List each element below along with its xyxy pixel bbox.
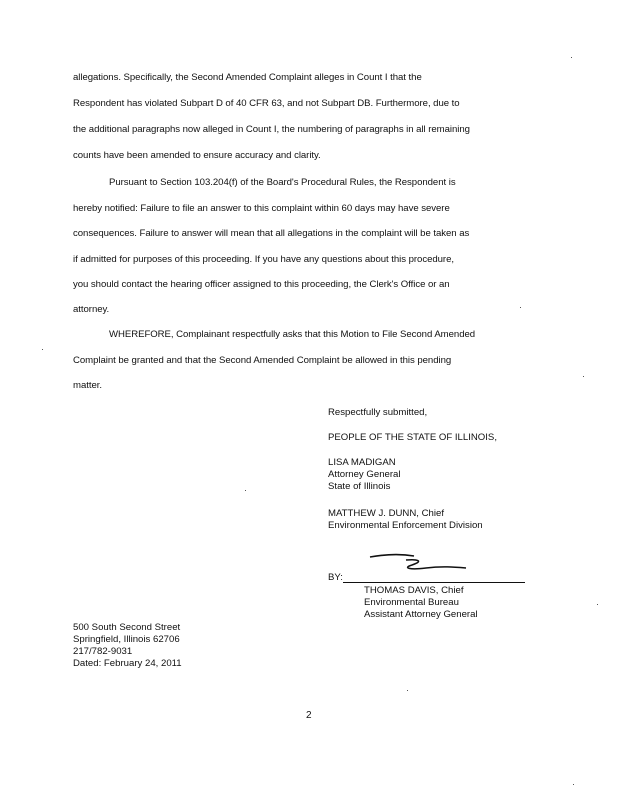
scan-speck [520, 307, 521, 308]
ag-title: Attorney General [328, 469, 401, 480]
scan-speck [573, 784, 574, 785]
body-line: Complaint be granted and that the Second Amended Complaint be allowed in this pending [73, 355, 452, 366]
signer-title: Assistant Attorney General [364, 609, 478, 620]
body-line: allegations. Specifically, the Second Amended Complaint alleges in Count I that the [73, 72, 422, 83]
signer-bureau: Environmental Bureau [364, 597, 459, 608]
body-line: counts have been amended to ensure accuracy and clarity. [73, 150, 321, 161]
body-line: if admitted for purposes of this proceeding. If you have any questions about this procedure, [73, 254, 454, 265]
by-label: BY: [328, 572, 343, 583]
body-line: you should contact the hearing officer assigned to this proceeding, the Clerk's Office or an [73, 279, 450, 290]
scan-speck [571, 57, 572, 58]
handwritten-signature [362, 550, 472, 576]
body-line: consequences. Failure to answer will mean that all allegations in the complaint will be taken as [73, 228, 470, 239]
chief-name: MATTHEW J. DUNN, Chief [328, 508, 445, 519]
page-number: 2 [306, 710, 312, 721]
scan-speck [42, 349, 43, 350]
chief-division: Environmental Enforcement Division [328, 520, 483, 531]
body-line: the additional paragraphs now alleged in Count I, the numbering of paragraphs in all remaining [73, 124, 470, 135]
body-line: Pursuant to Section 103.204(f) of the Board's Procedural Rules, the Respondent is [109, 177, 456, 188]
party-name: PEOPLE OF THE STATE OF ILLINOIS, [328, 432, 497, 443]
scan-speck [583, 376, 584, 377]
address-phone: 217/782-9031 [73, 646, 133, 657]
scan-speck [597, 604, 598, 605]
respectfully-submitted: Respectfully submitted, [328, 407, 428, 418]
dated-line: Dated: February 24, 2011 [73, 658, 182, 669]
body-line: attorney. [73, 304, 110, 315]
address-street: 500 South Second Street [73, 622, 181, 633]
signature-line [343, 582, 525, 583]
body-line: matter. [73, 380, 102, 391]
ag-name: LISA MADIGAN [328, 457, 396, 468]
body-line: hereby notified: Failure to file an answer to this complaint within 60 days may have severe [73, 203, 450, 214]
scan-speck [407, 690, 408, 691]
scan-speck [245, 490, 246, 491]
body-line: Respondent has violated Subpart D of 40 CFR 63, and not Subpart DB. Furthermore, due to [73, 98, 460, 109]
ag-state: State of Illinois [328, 481, 391, 492]
signer-name: THOMAS DAVIS, Chief [364, 585, 464, 596]
body-line: WHEREFORE, Complainant respectfully asks that this Motion to File Second Amended [109, 329, 476, 340]
address-city: Springfield, Illinois 62706 [73, 634, 180, 645]
